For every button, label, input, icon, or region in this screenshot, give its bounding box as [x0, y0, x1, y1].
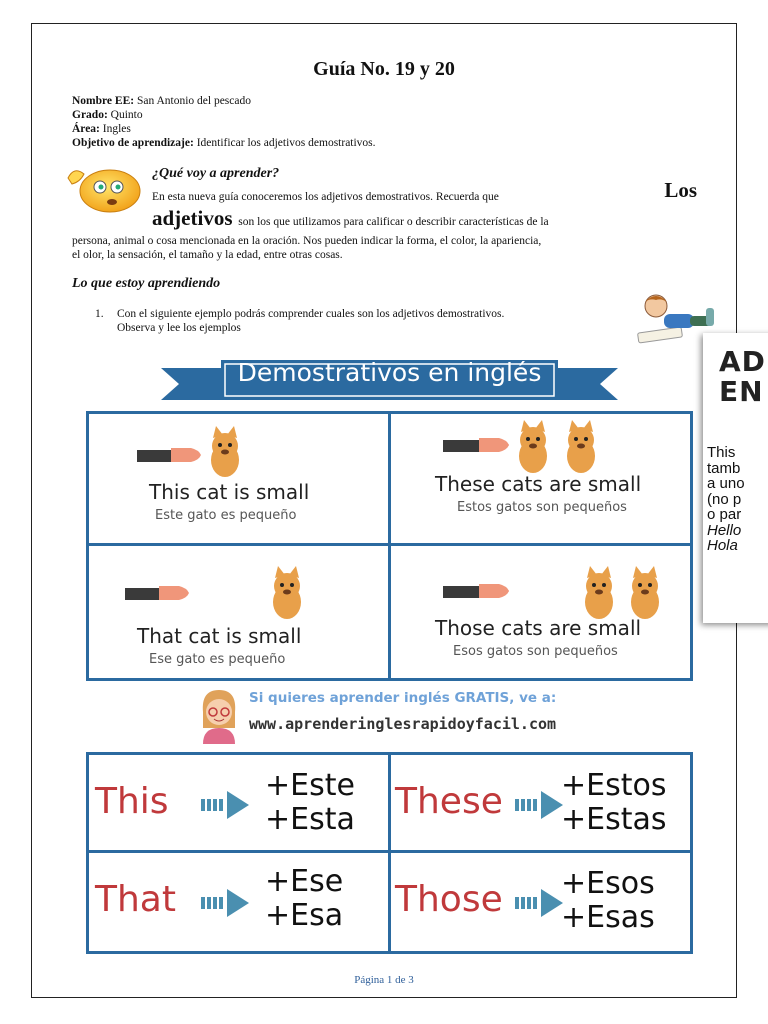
- example-en-these: These cats are small: [435, 472, 642, 496]
- section-heading-learn: ¿Qué voy a aprender?: [152, 166, 280, 181]
- meta-nombre-label: Nombre EE:: [72, 95, 135, 107]
- teacher-avatar-icon: [197, 688, 241, 744]
- example-es-that: Ese gato es pequeño: [149, 652, 286, 667]
- meta-objetivo-label: Objetivo de aprendizaje:: [72, 137, 194, 149]
- arrow-right-icon: [201, 789, 251, 821]
- pointing-hand-cat-icon: [133, 426, 253, 481]
- section1-bold-los: Los: [664, 178, 697, 202]
- translation-this-1: +Este: [265, 768, 355, 803]
- promo-url-link[interactable]: www.aprenderinglesrapidoyfacil.com: [249, 715, 557, 733]
- popup-line: o par: [707, 506, 742, 523]
- list-number: 1.: [95, 308, 104, 320]
- translation-those-2: +Esas: [561, 900, 655, 935]
- meta-area: [72, 122, 376, 136]
- translation-word-this: This: [95, 781, 169, 822]
- arrow-right-icon: [515, 789, 565, 821]
- demonstratives-infographic: [81, 348, 698, 960]
- pointing-hand-far-cats-icon: [441, 564, 681, 622]
- meta-objetivo: [72, 136, 376, 150]
- thinking-emoji-icon: [60, 164, 146, 214]
- section1-paragraph-line3: persona, animal o cosa mencionada en la oración. Nos pueden indicar la forma, el color, la apariencia,: [72, 235, 542, 247]
- popup-heading-line2: EN: [719, 375, 764, 408]
- section1-bold-adjetivos: adjetivos: [152, 206, 233, 230]
- page-title: Guía No. 19 y 20: [313, 58, 455, 80]
- promo-line: Si quieres aprender inglés GRATIS, ve a:: [249, 690, 557, 706]
- popup-line: a uno: [707, 475, 745, 492]
- example-en-that: That cat is small: [137, 624, 302, 648]
- example-es-this: Este gato es pequeño: [155, 508, 297, 523]
- popup-heading-line1: AD: [719, 345, 766, 378]
- translation-cell-this: [89, 755, 391, 853]
- overlay-popup-card[interactable]: [703, 333, 768, 623]
- popup-line-italic: Hello: [707, 521, 742, 539]
- translation-those-1: +Esos: [561, 866, 655, 901]
- page-number-footer: Página 1 de 3: [354, 974, 414, 986]
- popup-line: This: [707, 444, 736, 461]
- example-en-those: Those cats are small: [435, 616, 642, 640]
- meta-nombre: [72, 94, 376, 108]
- translation-table: [86, 752, 693, 954]
- translation-word-that: That: [95, 879, 176, 920]
- popup-body: [707, 445, 768, 554]
- section1-paragraph-line2: [152, 206, 697, 230]
- translation-word-these: These: [395, 781, 503, 822]
- pointing-hand-far-cat-icon: [121, 564, 321, 622]
- example-es-those: Esos gatos son pequeños: [453, 644, 618, 659]
- translation-that-1: +Ese: [265, 864, 344, 899]
- meta-area-value: Ingles: [102, 123, 131, 135]
- list-item-line2: Observa y lee los ejemplos: [117, 322, 241, 334]
- popup-line-italic: Hola: [707, 537, 738, 554]
- arrow-right-icon: [515, 887, 565, 919]
- example-cell-those: [391, 546, 693, 678]
- example-es-these: Estos gatos son pequeños: [457, 500, 627, 515]
- list-item-line1: Con el siguiente ejemplo podrás comprender cuales son los adjetivos demostrativos.: [117, 308, 505, 320]
- translation-cell-these: [391, 755, 693, 853]
- example-en-this: This cat is small: [149, 480, 310, 504]
- meta-nombre-value: San Antonio del pescado: [136, 95, 251, 107]
- example-cell-that: [89, 546, 391, 678]
- translation-that-2: +Esa: [265, 898, 344, 933]
- meta-grado-label: Grado:: [72, 109, 108, 121]
- translation-cell-that: [89, 853, 391, 951]
- pointing-hand-cats-icon: [441, 418, 611, 476]
- popup-line: (no p: [707, 490, 742, 508]
- example-cell-this: [89, 414, 391, 546]
- section1-paragraph-line1: [152, 178, 697, 205]
- meta-grado-value: Quinto: [110, 109, 143, 121]
- translation-word-those: Those: [395, 879, 503, 920]
- translation-this-2: +Esta: [265, 802, 355, 837]
- examples-grid: [86, 411, 693, 681]
- translation-these-1: +Estos: [561, 768, 667, 803]
- section1-text-a: En esta nueva guía conoceremos los adjetivos demostrativos. Recuerda que: [152, 191, 499, 203]
- section1-paragraph-line4: el olor, la sensación, el tamaño y la edad, entre otras cosas.: [72, 249, 343, 261]
- meta-area-label: Área:: [72, 123, 100, 135]
- meta-block: [72, 94, 376, 150]
- banner-title: Demostrativos en inglés: [237, 358, 542, 387]
- arrow-right-icon: [201, 887, 251, 919]
- popup-line: tamb: [707, 459, 741, 477]
- translation-these-2: +Estas: [561, 802, 667, 837]
- meta-grado: [72, 108, 376, 122]
- translation-cell-those: [391, 853, 693, 951]
- example-cell-these: [391, 414, 693, 546]
- meta-objetivo-value: Identificar los adjetivos demostrativos.: [196, 137, 376, 149]
- section1-text-b: son los que utilizamos para calificar o describir características de la: [238, 216, 549, 228]
- section-heading-learning: Lo que estoy aprendiendo: [72, 276, 221, 291]
